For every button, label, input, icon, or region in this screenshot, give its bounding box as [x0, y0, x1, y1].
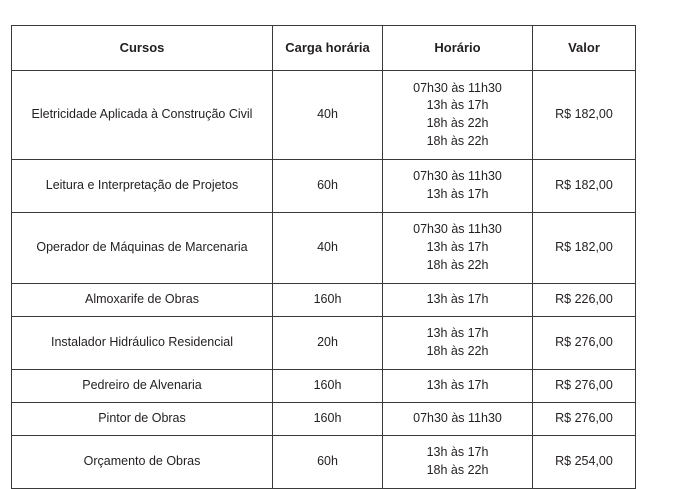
cell-workload: 160h [273, 403, 383, 436]
schedule-time-line: 07h30 às 11h30 [413, 169, 502, 184]
column-header-schedule: Horário [383, 26, 533, 71]
courses-table-container [11, 25, 635, 489]
cell-schedule [383, 370, 533, 403]
schedule-time-line: 18h às 22h [426, 133, 489, 148]
table-body [12, 71, 636, 489]
cell-workload: 40h [273, 213, 383, 284]
cell-schedule [383, 317, 533, 370]
cell-course-name: Orçamento de Obras [12, 436, 273, 489]
cell-workload: 40h [273, 71, 383, 160]
schedule-time-line: 13h às 17h [426, 292, 489, 307]
cell-workload: 60h [273, 436, 383, 489]
schedule-time-line: 07h30 às 11h30 [413, 80, 502, 95]
cell-price: R$ 182,00 [533, 213, 636, 284]
table-row [12, 284, 636, 317]
column-header-workload: Carga horária [273, 26, 383, 71]
cell-workload: 160h [273, 370, 383, 403]
table-header-row [12, 26, 636, 71]
cell-course-name: Pintor de Obras [12, 403, 273, 436]
schedule-time-line: 07h30 às 11h30 [413, 411, 502, 426]
cell-schedule [383, 160, 533, 213]
column-header-price: Valor [533, 26, 636, 71]
cell-price: R$ 254,00 [533, 436, 636, 489]
schedule-time-line: 13h às 17h [426, 187, 489, 201]
cell-schedule [383, 284, 533, 317]
cell-course-name: Instalador Hidráulico Residencial [12, 317, 273, 370]
cell-workload: 20h [273, 317, 383, 370]
cell-schedule [383, 213, 533, 284]
schedule-time-line: 13h às 17h [426, 378, 489, 393]
cell-workload: 160h [273, 284, 383, 317]
table-header [12, 26, 636, 71]
table-row [12, 403, 636, 436]
cell-course-name: Eletricidade Aplicada à Construção Civil [12, 71, 273, 160]
schedule-time-line: 13h às 17h [426, 445, 489, 460]
table-row [12, 370, 636, 403]
cell-price: R$ 182,00 [533, 71, 636, 160]
cell-workload: 60h [273, 160, 383, 213]
schedule-time-line: 13h às 17h [426, 240, 489, 255]
cell-price: R$ 276,00 [533, 403, 636, 436]
schedule-time-line: 18h às 22h [426, 257, 489, 272]
schedule-time-line: 13h às 17h [426, 98, 489, 113]
cell-course-name: Pedreiro de Alvenaria [12, 370, 273, 403]
schedule-time-line: 18h às 22h [426, 344, 489, 358]
cell-course-name: Leitura e Interpretação de Projetos [12, 160, 273, 213]
cell-schedule [383, 403, 533, 436]
schedule-time-line: 13h às 17h [426, 326, 489, 341]
cell-schedule [383, 71, 533, 160]
cell-price: R$ 182,00 [533, 160, 636, 213]
table-row [12, 160, 636, 213]
table-row [12, 436, 636, 489]
cell-price: R$ 276,00 [533, 370, 636, 403]
schedule-time-line: 18h às 22h [426, 116, 489, 130]
cell-course-name: Almoxarife de Obras [12, 284, 273, 317]
schedule-time-line: 18h às 22h [426, 463, 489, 477]
column-header-course: Cursos [12, 26, 273, 71]
cell-price: R$ 276,00 [533, 317, 636, 370]
table-row [12, 213, 636, 284]
table-row [12, 317, 636, 370]
cell-course-name: Operador de Máquinas de Marcenaria [12, 213, 273, 284]
table-row [12, 71, 636, 160]
courses-table [11, 25, 636, 489]
cell-price: R$ 226,00 [533, 284, 636, 317]
schedule-time-line: 07h30 às 11h30 [413, 222, 502, 237]
cell-schedule [383, 436, 533, 489]
